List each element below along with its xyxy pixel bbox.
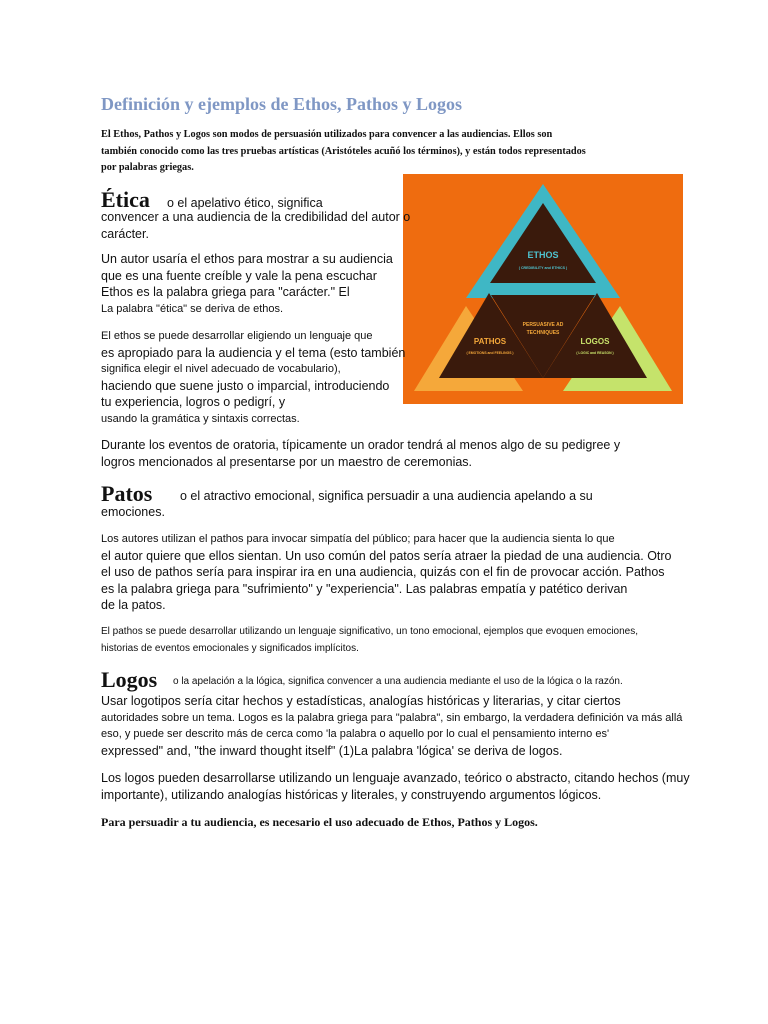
text-line: el uso de pathos sería para inspirar ira en una audiencia, quizás con el fin de provocar acción. Pathos [101,565,665,579]
page-title: Definición y ejemplos de Ethos, Pathos y Logos [101,94,463,114]
etica-paragraph-2 [101,251,393,317]
etica-paragraph-3 [101,328,405,427]
patos-paragraph-3 [101,624,638,657]
etica-paragraph-1 [101,209,410,242]
logos-inline-text: o la apelación a la lógica, significa convencer a una audiencia mediante el uso de la lógica o la razón. [173,676,623,687]
ethos-sublabel: ( CREDIBILITY and ETHICS ) [518,266,568,270]
center-label-line2: TECHNIQUES [526,330,560,336]
intro-paragraph [101,127,661,177]
text-line: El pathos se puede desarrollar utilizando un lenguaje significativo, un tono emocional, ejemplos que evoquen emociones, [101,626,639,637]
etica-inline-text: o el apelativo ético, significa [167,196,323,210]
intro-line: por palabras griegas. [101,162,194,173]
rhetoric-triangle-svg [403,174,683,404]
logos-paragraph-1 [101,693,682,759]
text-line: carácter. [101,226,149,241]
text-line: usando la gramática y sintaxis correctas. [101,412,300,425]
pathos-label: PATHOS [473,337,507,346]
text-line: tu experiencia, logros o pedigrí, y [101,395,286,409]
text-line: Durante los eventos de oratoria, típicamente un orador tendrá al menos algo de su pedigree y [101,438,621,452]
text-line: logros mencionados al presentarse por un maestro de ceremonias. [101,454,473,469]
ethos-label: ETHOS [527,250,559,260]
intro-line: El Ethos, Pathos y Logos son modos de persuasión utilizados para convencer a las audiencias. Ellos son [101,129,553,140]
patos-inline-text: o el atractivo emocional, significa persuadir a una audiencia apelando a su [180,489,593,503]
text-line: el autor quiere que ellos sientan. Un uso común del patos sería atraer la piedad de una audiencia. Otro [101,548,672,563]
text-line: historias de eventos emocionales y significados implícitos. [101,642,359,654]
text-line: autoridades sobre un tema. Logos es la palabra griega para "palabra", sin embargo, la verdadera definición va más allá [101,711,683,724]
center-label-line1: PERSUASIVE AD [522,322,564,328]
text-line: Un autor usaría el ethos para mostrar a su audiencia [101,252,393,266]
text-line: significa elegir el nivel adecuado de vocabulario), [101,363,341,375]
logos-sublabel: ( LOGIC and REASON ) [576,351,614,355]
logos-paragraph-2 [101,770,690,803]
text-line: Ethos es la palabra griega para "carácter." El [101,285,350,299]
pathos-sublabel: ( EMOTIONS and FEELINGS ) [466,351,514,355]
text-line: eso, y puede ser descrito más de cerca como 'la palabra o aquello por lo cual el pensamiento interno es' [101,728,610,740]
text-line: La palabra "ética" se deriva de ethos. [101,302,284,315]
text-line: Los logos pueden desarrollarse utilizando un lenguaje avanzado, teórico o abstracto, citando hechos (muy [101,771,690,785]
text-line: emociones. [101,505,165,519]
text-line: es la palabra griega para "sufrimiento" y "experiencia". Las palabras empatía y patético derivan [101,581,628,596]
text-line: convencer a una audiencia de la credibilidad del autor o [101,210,411,224]
patos-heading: Patos [101,481,153,506]
text-line: importante), utilizando analogías históricas y literales, y construyendo argumentos lógicos. [101,787,602,802]
logos-heading: Logos [101,667,158,692]
patos-paragraph-2 [101,531,672,614]
text-line: El ethos se puede desarrollar eligiendo un lenguaje que [101,330,373,342]
logos-label: LOGOS [580,337,610,346]
text-line: de la patos. [101,598,166,612]
etica-paragraph-4 [101,437,620,470]
text-line: Los autores utilizan el pathos para invocar simpatía del público; para hacer que la audiencia sienta lo que [101,533,615,545]
text-line: es apropiado para la audiencia y el tema (esto también [101,345,406,360]
text-line: expressed" and, "the inward thought itself" (1)La palabra 'lógica' se deriva de logos. [101,743,563,758]
patos-paragraph-1 [101,504,165,521]
closing-statement: Para persuadir a tu audiencia, es necesario el uso adecuado de Ethos, Pathos y Logos. [101,815,538,829]
text-line: que es una fuente creíble y vale la pena escuchar [101,268,377,283]
intro-line: también conocido como las tres pruebas artísticas (Aristóteles acuñó los términos), y están todos representados [101,145,586,157]
text-line: Usar logotipos sería citar hechos y estadísticas, analogías históricas y literarias, y citar ciertos [101,694,621,708]
text-line: haciendo que suene justo o imparcial, introduciendo [101,378,390,393]
rhetoric-triangle-figure [403,174,683,404]
etica-heading: Ética [101,187,150,212]
